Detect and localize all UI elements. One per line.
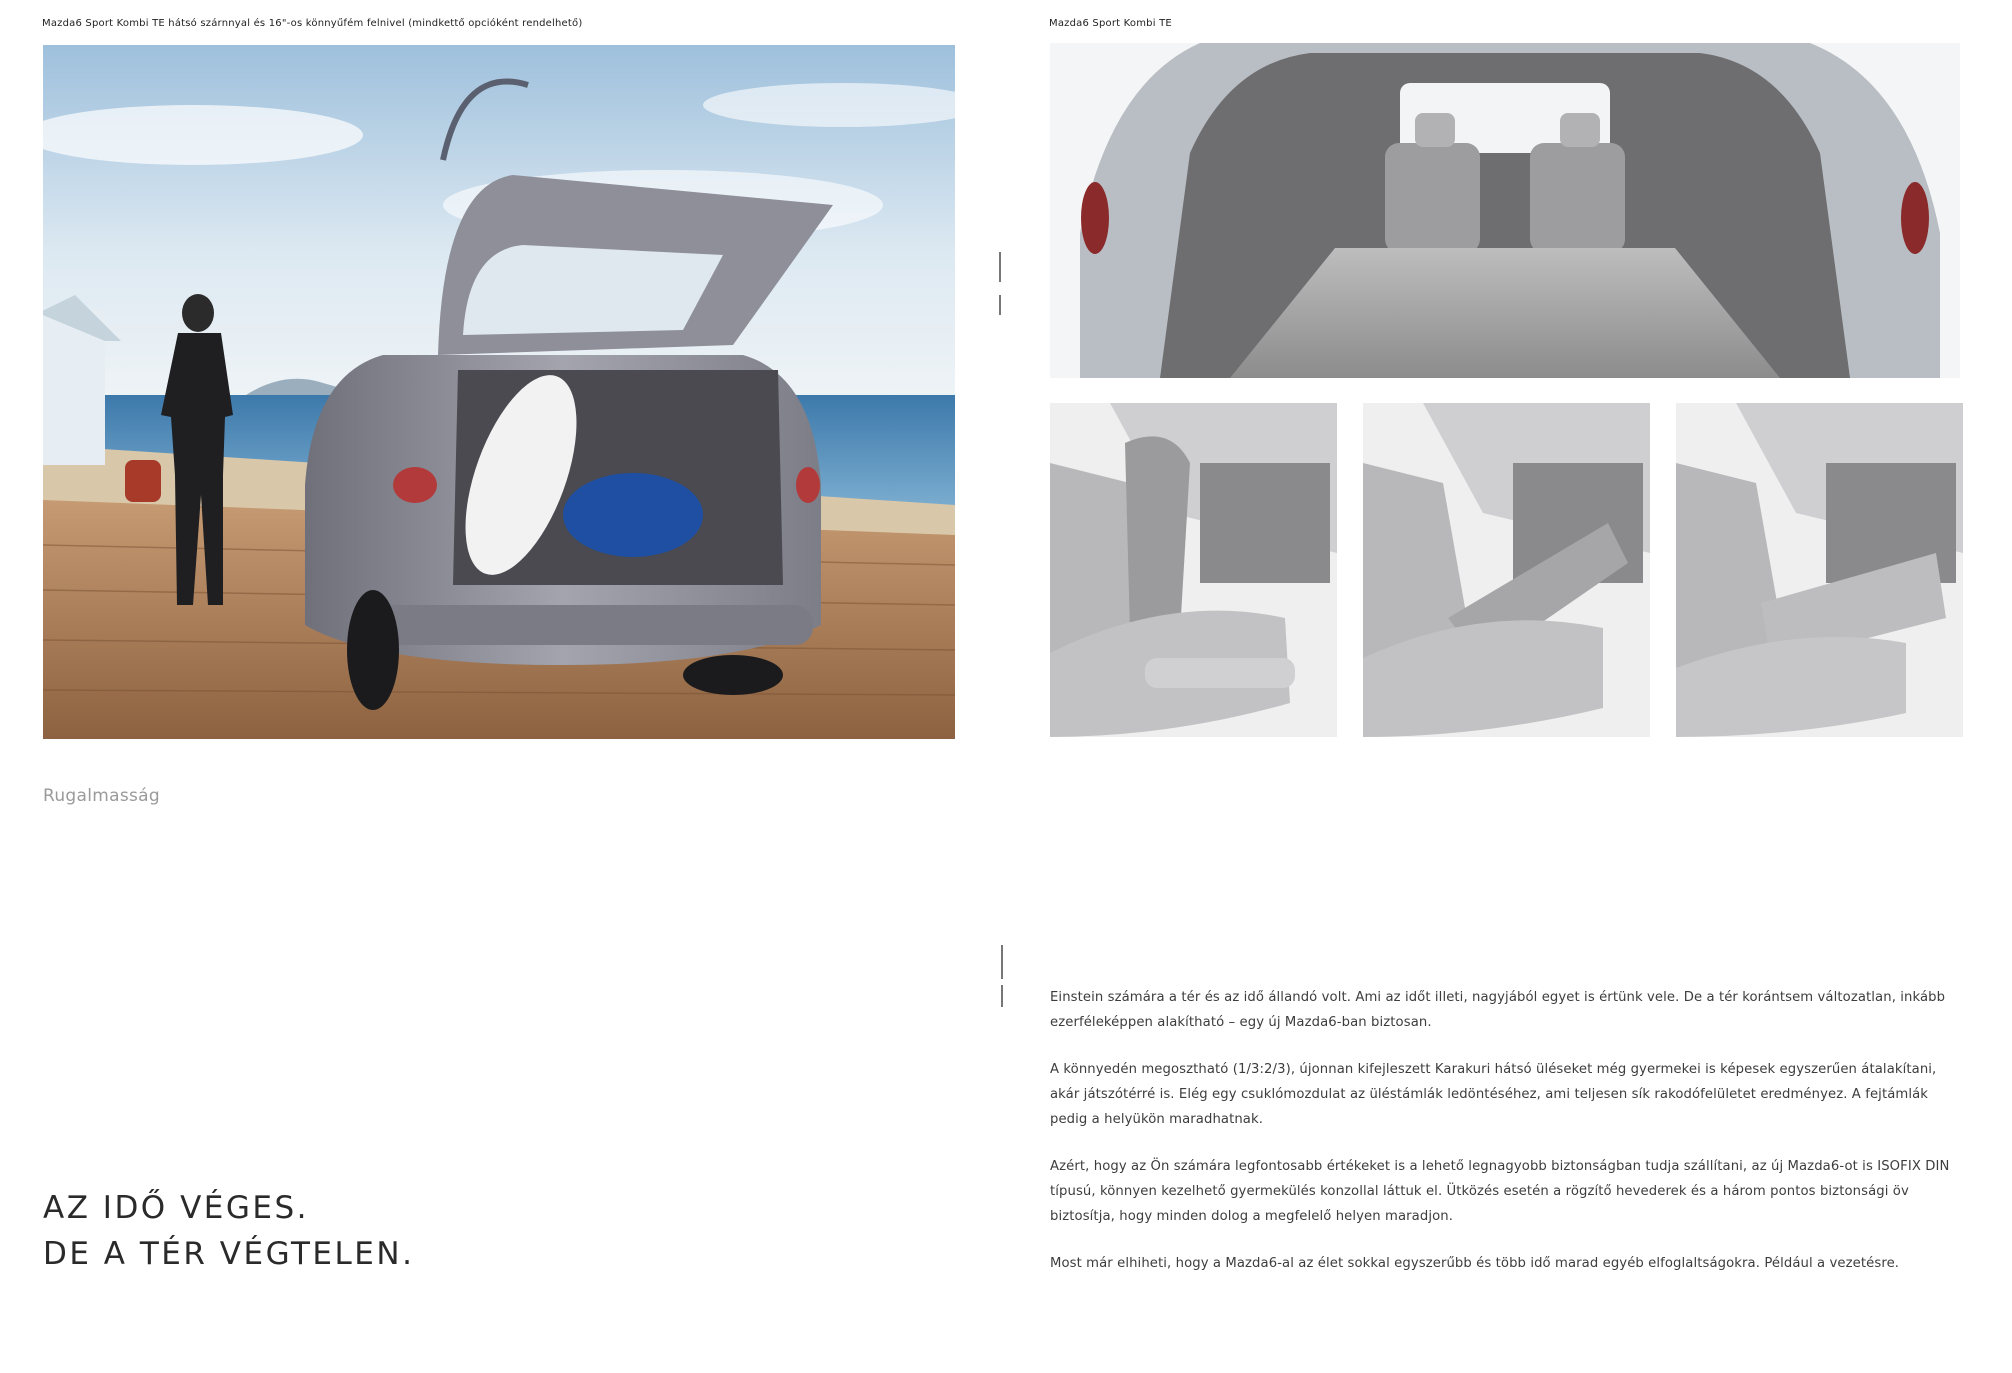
photo-caption-right: Mazda6 Sport Kombi TE — [1049, 18, 1172, 29]
fold-mark — [1001, 985, 1003, 1007]
fold-mark — [999, 252, 1001, 282]
photo-caption-left: Mazda6 Sport Kombi TE hátsó szárnnyal és 16"-os könnyűfém felnivel (mindkettő opcióként rendelhető) — [42, 18, 583, 29]
cargo-interior-illustration — [1050, 43, 1960, 378]
body-text — [1050, 985, 1960, 1298]
seat-folded-illustration — [1676, 403, 1963, 737]
cargo-interior-photo — [1050, 43, 1960, 378]
fold-mark — [1001, 945, 1003, 979]
headline — [43, 1185, 414, 1277]
section-label: Rugalmasság — [43, 786, 160, 806]
headline-line-1: AZ IDŐ VÉGES. — [43, 1190, 309, 1226]
beach-car-photo — [43, 45, 955, 739]
paragraph-3: Azért, hogy az Ön számára legfontosabb értékeket is a lehető legnagyobb biztonságban tudja szállítani, az új Mazda6-ot is ISOFIX DIN típusú, könnyen kezelhető gyermekülés konzollal láttuk el. Ütközés esetén a rögzítő hevederek és a három pontos biztonsági öv biztosítja, hogy minden dolog a megfelelő helyen maradjon. — [1050, 1159, 1950, 1224]
seat-photo-folded — [1676, 403, 1963, 737]
beach-car-illustration — [43, 45, 955, 739]
seat-photo-folding — [1363, 403, 1650, 737]
fold-mark — [999, 295, 1001, 315]
seat-folding-illustration — [1363, 403, 1650, 737]
headline-line-2: DE A TÉR VÉGTELEN. — [43, 1236, 415, 1272]
paragraph-1: Einstein számára a tér és az idő állandó volt. Ami az időt illeti, nagyjából egyet is értünk vele. De a tér korántsem változatlan, inkább ezerféleképpen alakítható – egy új Mazda6-ban biztosan. — [1050, 990, 1946, 1030]
seat-photo-upright — [1050, 403, 1337, 737]
seat-upright-illustration — [1050, 403, 1337, 737]
paragraph-2: A könnyedén megosztható (1/3:2/3), újonnan kifejleszett Karakuri hátsó üléseket még gyermekei is képesek egyszerűen átalakítani, akár játszótérré is. Elég egy csuklómozdulat az üléstámlák ledöntéséhez, ami teljesen sík rakodófelületet eredményez. A fejtámlák pedig a helyükön maradhatnak. — [1050, 1062, 1937, 1127]
paragraph-4: Most már elhiheti, hogy a Mazda6-al az élet sokkal egyszerűbb és több idő marad egyéb elfoglaltságokra. Például a vezetésre. — [1050, 1256, 1900, 1271]
